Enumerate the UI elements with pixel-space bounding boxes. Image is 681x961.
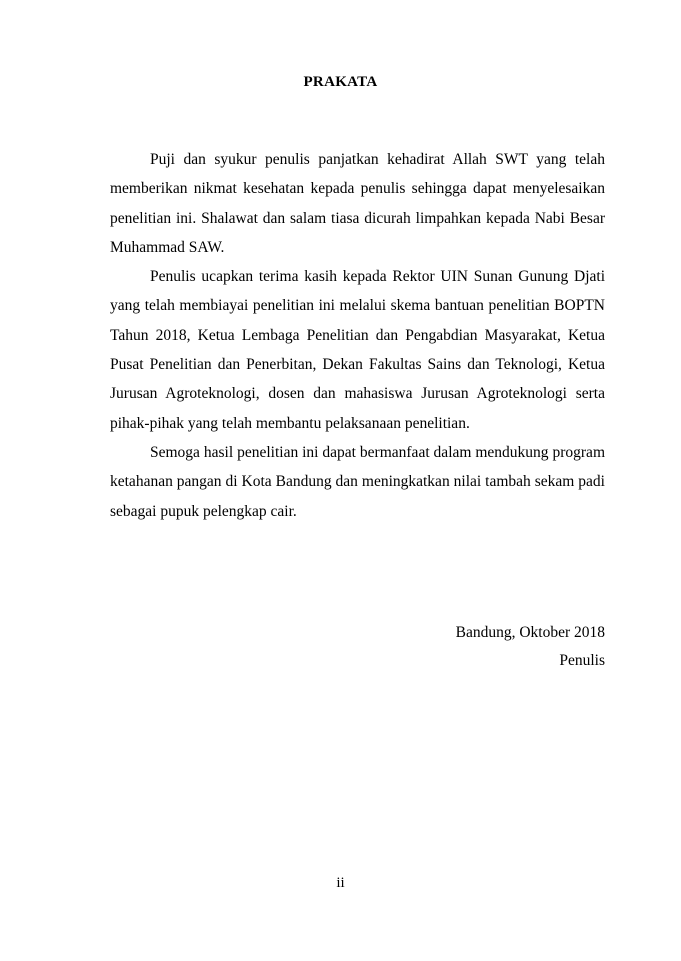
paragraph-hope: Semoga hasil penelitian ini dapat bermanfaat dalam mendukung program ketahanan pangan di Kota Bandung dan meningkatkan nilai tambah sekam padi sebagai pupuk pelengkap cair. xyxy=(110,443,605,520)
signature-block xyxy=(456,619,605,675)
signature-place-date: Bandung, Oktober 2018 xyxy=(455,624,605,641)
paragraph-gratitude: Puji dan syukur penulis panjatkan kehadirat Allah SWT yang telah memberikan nikmat kesehatan kepada penulis sehingga dapat menyelesaikan penelitian ini. Shalawat dan salam tiasa dicurah limpahkan kepada Nabi Besar Muhammad SAW. xyxy=(110,151,605,256)
page-number: ii xyxy=(336,875,345,891)
signature-author: Penulis xyxy=(559,652,605,669)
page-title: PRAKATA xyxy=(303,74,378,90)
preface-body xyxy=(110,145,605,526)
paragraph-acknowledgements: Penulis ucapkan terima kasih kepada Rektor UIN Sunan Gunung Djati yang telah membiayai penelitian ini melalui skema bantuan penelitian BOPTN Tahun 2018, Ketua Lembaga Penelitian dan Pengabdian Masyarakat, Ketua Pusat Penelitian dan Penerbitan, Dekan Fakultas Sains dan Teknologi, Ketua Jurusan Agroteknologi, dosen dan mahasiswa Jurusan Agroteknologi serta pihak-pihak yang telah membantu pelaksanaan penelitian. xyxy=(110,268,605,432)
